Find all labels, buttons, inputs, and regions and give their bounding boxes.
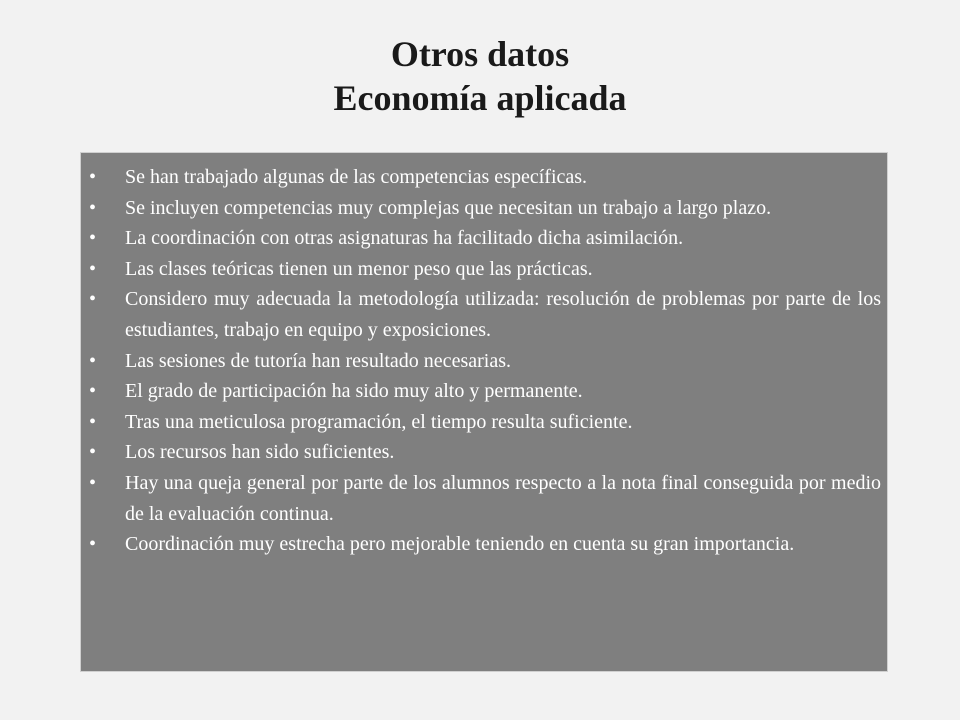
bullet-item [87, 223, 881, 254]
bullet-item [87, 437, 881, 468]
bullet-item [87, 284, 881, 345]
bullet-text: Los recursos han sido suficientes. [125, 441, 395, 464]
slide-title-line-1: Otros datos [390, 34, 570, 74]
bullet-icon: • [89, 533, 97, 556]
bullet-text: Las sesiones de tutoría han resultado necesarias. [125, 349, 511, 372]
bullet-text: Se han trabajado algunas de las competencias específicas. [125, 166, 588, 188]
bullet-icon: • [89, 257, 97, 280]
slide-title [0, 32, 960, 120]
bullet-icon: • [89, 441, 97, 464]
bullet-icon: • [89, 349, 97, 372]
bullet-item [87, 468, 881, 529]
bullet-item [87, 254, 881, 285]
bullet-text: Se incluyen competencias muy complejas que necesitan un trabajo a largo plazo. [125, 196, 772, 219]
bullet-icon: • [89, 196, 97, 219]
bullet-text: Coordinación muy estrecha pero mejorable teniendo en cuenta su gran importancia. [125, 533, 795, 556]
bullet-item [87, 529, 881, 560]
content-box [80, 152, 888, 672]
bullet-item [87, 193, 881, 224]
slide-title-line-2: Economía aplicada [333, 78, 627, 118]
bullet-icon: • [89, 380, 97, 403]
bullet-icon: • [89, 227, 97, 250]
bullet-list [87, 162, 881, 560]
bullet-text: Hay una queja general por parte de los alumnos respecto a la nota final conseguida por medio de la evaluación continua. [125, 471, 881, 525]
bullet-icon: • [89, 410, 97, 433]
bullet-text: El grado de participación ha sido muy alto y permanente. [125, 380, 583, 403]
bullet-text: La coordinación con otras asignaturas ha facilitado dicha asimilación. [125, 227, 684, 250]
bullet-item [87, 407, 881, 438]
bullet-icon: • [89, 471, 97, 494]
bullet-item [87, 162, 881, 193]
bullet-text: Considero muy adecuada la metodología utilizada: resolución de problemas por parte de los estudiantes, trabajo en equipo y exposiciones. [125, 288, 881, 341]
bullet-icon: • [89, 166, 97, 188]
bullet-text: Tras una meticulosa programación, el tiempo resulta suficiente. [125, 410, 633, 433]
bullet-text: Las clases teóricas tienen un menor peso que las prácticas. [125, 257, 593, 280]
bullet-item [87, 376, 881, 407]
bullet-item [87, 346, 881, 377]
bullet-icon: • [89, 288, 97, 311]
